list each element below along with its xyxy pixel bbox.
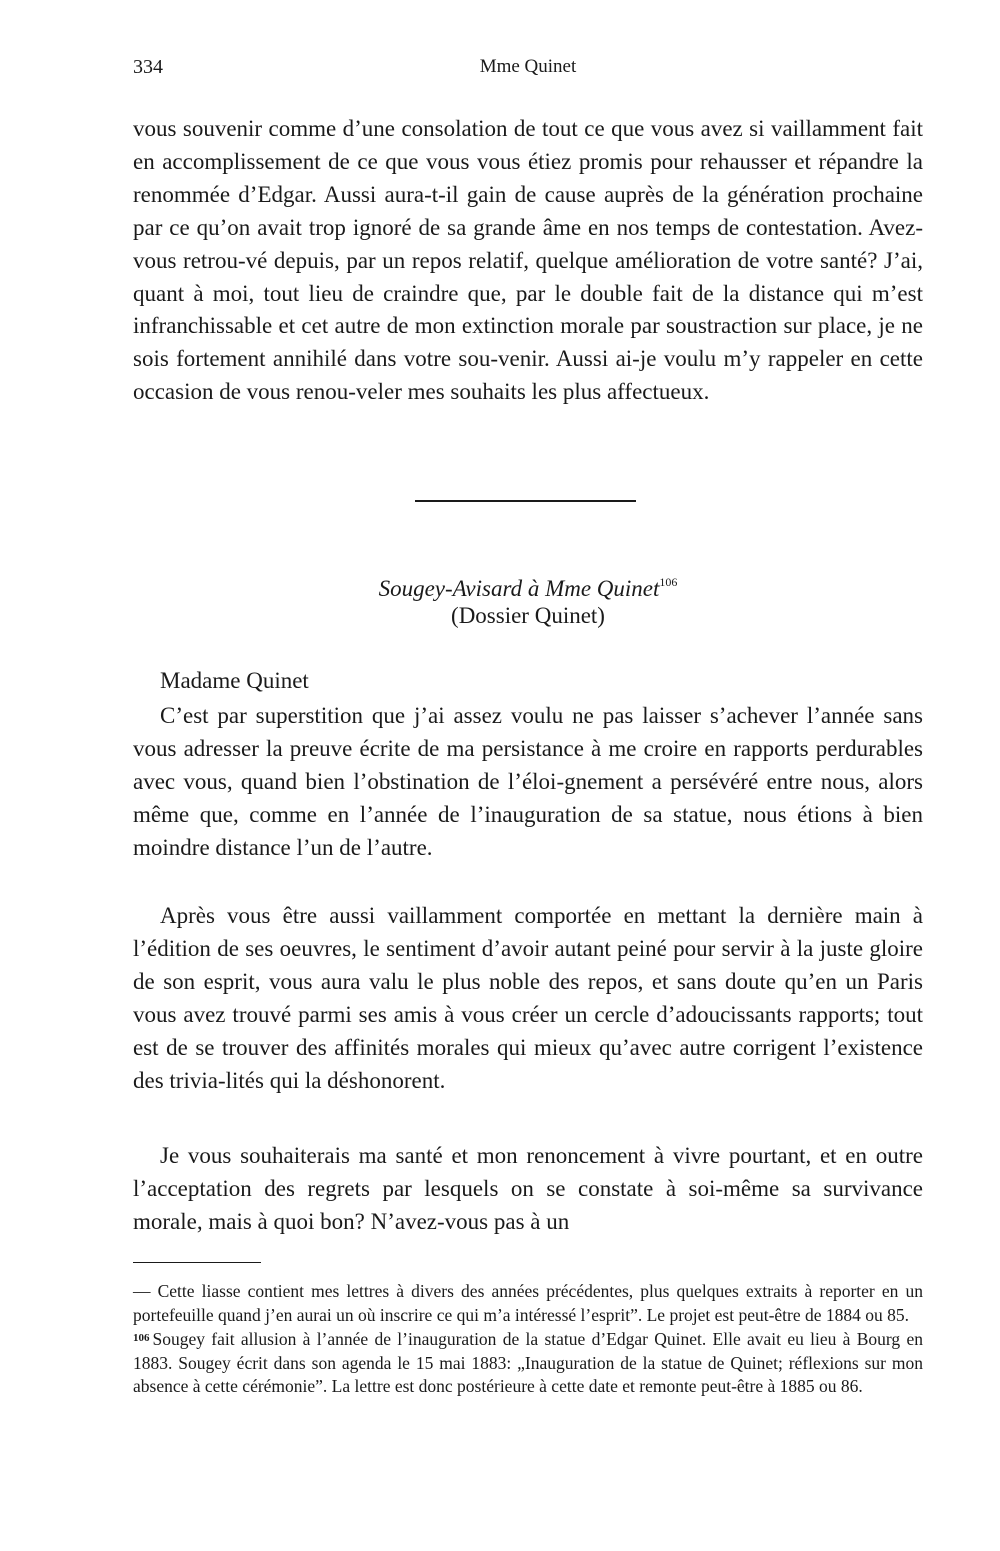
- letter-source: (Dossier Quinet): [451, 603, 605, 628]
- running-head: Mme Quinet: [479, 56, 577, 77]
- text-line: main à l’édition de ses oeuvres, le sentiment d’avoir autant peiné pour: [133, 903, 924, 961]
- text-line: Après vous être aussi vaillamment comportée en mettant la dernière: [160, 903, 843, 928]
- text-line: même sa survivance morale, mais à quoi bon? N’avez-vous pas à un: [133, 1175, 923, 1234]
- letter-salutation: Madame Quinet: [160, 668, 309, 693]
- footnote: [133, 1327, 923, 1399]
- text-line: pour rehausser et répandre la renommée d’Edgar. Aussi aura-t-il gain: [133, 148, 923, 207]
- text-line: veler mes souhaits les plus affectueux.: [355, 379, 710, 405]
- text-line: affinités morales qui mieux qu’avec autre corrigent l’existence des trivia-: [133, 1034, 923, 1093]
- letter-paragraph-2: [133, 900, 923, 1097]
- text-line: distance qui m’est infranchissable et cet autre de mon extinction morale: [133, 280, 923, 339]
- paragraph: [133, 1140, 923, 1239]
- footnote-number: 106: [133, 1332, 150, 1344]
- text-line: ignoré de sa grande âme en nos temps de contestation. Avez-vous retrou-: [133, 214, 923, 273]
- text-line: servir à la juste gloire de son esprit, vous aura valu le plus noble des: [133, 935, 923, 994]
- text-line: l’autre.: [366, 834, 433, 860]
- section-divider: [415, 500, 636, 502]
- text-line: venir. Aussi ai-je voulu m’y rappeler en cette occasion de vous renou-: [133, 346, 924, 405]
- text-line: en rapports perdurables avec vous, quand bien l’obstination de l’éloi-: [133, 735, 924, 794]
- footnotes: [133, 1280, 923, 1399]
- text-line: vaillamment fait en accomplissement de ce que vous vous étiez promis: [133, 116, 923, 174]
- page-header: [133, 56, 923, 86]
- text-line: J’ai, quant à moi, tout lieu de craindre que, par le double fait de la: [133, 247, 924, 306]
- continued-paragraph: [133, 113, 923, 409]
- footnote-text: — Cette liasse contient mes lettres à divers des années précédentes, plus quelques extraits à reporter en un portefeuille quand j’en aurai un où inscrire ce qui m’a intéressé l’esprit”. Le projet est peut-être de 1884 ou 85.: [133, 1281, 923, 1325]
- text-line: Je vous souhaiterais ma santé et mon renoncement à vivre pourtant,: [160, 1143, 812, 1168]
- text-line: vous créer un cercle d’adoucissants rapports; tout est de se trouver des: [133, 1001, 924, 1060]
- footnote-ref: 106: [659, 575, 678, 589]
- paragraph: [133, 700, 923, 865]
- text-line: repos, et sans doute qu’en un Paris vous avez trouvé parmi ses amis à: [133, 968, 923, 1027]
- text-line: par soustraction sur place, je ne sois fortement annihilé dans votre sou-: [133, 313, 924, 372]
- footnote: [133, 1280, 923, 1327]
- letter-paragraph-3: [133, 1140, 923, 1239]
- page-number: 334: [133, 56, 163, 78]
- text-line: de cause auprès de la génération prochaine par ce qu’on avait trop: [133, 181, 924, 240]
- text-line: C’est par superstition que j’ai assez voulu ne pas laisser s’achever: [160, 703, 798, 728]
- text-line: gnement a persévéré entre nous, alors même que, comme en l’année de: [133, 768, 923, 827]
- footnote-divider: [133, 1262, 261, 1263]
- paragraph: [133, 900, 923, 1097]
- letter-title-text: Sougey-Avisard à Mme Quinet: [378, 576, 660, 601]
- letter-paragraph-1: [133, 700, 923, 865]
- text-line: lités qui la déshonorent.: [225, 1067, 446, 1093]
- text-line: l’année sans vous adresser la preuve écrite de ma persistance à me croire: [133, 703, 923, 761]
- continued-letter-text: [133, 113, 923, 409]
- footnote-text: Sougey fait allusion à l’année de l’inauguration de la statue d’Edgar Quinet. Elle avait eu lieu à Bourg en 1883. Sougey écrit dans son agenda le 15 mai 1883: „Inauguration de la statue de Quinet; réflexions sur mon absence à cette cérémonie”. La lettre est donc postérieure à cette date et remonte peut-être à 1885 ou 86.: [133, 1329, 923, 1396]
- text-line: l’inauguration de sa statue, nous étions à bien moindre distance l’un de: [133, 801, 923, 860]
- text-line: vé depuis, par un repos relatif, quelque amélioration de votre santé?: [245, 247, 878, 273]
- text-line: vous souvenir comme d’une consolation de tout ce que vous avez si: [133, 116, 765, 141]
- text-line: et en outre l’acceptation des regrets par lesquels on se constate à soi-: [133, 1143, 923, 1201]
